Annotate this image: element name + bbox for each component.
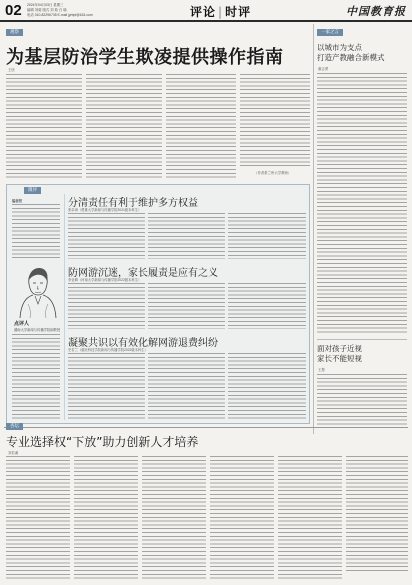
feature-text-2b [148,283,225,329]
lede-text-col-2 [86,74,162,180]
lede-tag: 观察 [6,29,23,36]
feature-byline-1: 张卓涛（楚雄大学新闻与传播学院2021级本科生） [68,208,142,212]
sidebar-top-text [317,73,407,335]
sidebar-bottom-headline-1: 面对孩子近视 [317,344,362,353]
bottom-headline: 专业选择权“下放”助力创新人才培养 [6,435,199,449]
bottom-text-col-1 [6,456,70,580]
feature-headline-1: 分清责任有利于维护多方权益 [68,198,198,209]
lede-headline: 为基层防治学生欺凌提供操作指南 [6,47,284,68]
sidebar-top-tag: 一家之言 [317,29,343,36]
feature-headline-2: 防网游沉迷，家长履责是应有之义 [68,268,218,279]
bottom-text-col-3 [142,456,206,580]
page-meta [27,3,137,18]
paper-name: 中国教育报 [346,5,406,18]
feature-text-1a [68,213,145,259]
section-name: 评论 [190,5,217,19]
feature-byline-2: 李亚卿（河南大学新闻与传播学院2022级本科生） [68,278,142,282]
feature-tag: 微评 [24,187,41,194]
lede-text-col-3 [166,74,236,180]
bottom-text-col-4 [210,456,274,580]
bottom-text-col-5 [278,456,342,580]
feature-headline-3: 凝聚共识以有效化解网游退费纠纷 [68,338,218,349]
bottom-tag: 杏坛 [6,423,23,430]
sidebar-bottom-text [317,374,407,430]
meta-date: 2024年04月03日 星期三 [27,3,64,7]
portrait-name: 点评人 [14,321,30,327]
sidebar-top-headline-2: 打造产教融合新模式 [317,53,385,62]
sidebar-top-headline-1: 以城市为支点 [317,43,362,52]
page-number: 02 [5,2,22,19]
feature-text-3a [68,353,145,419]
bottom-text-col-2 [74,456,138,580]
subsection-name: 时评 [225,5,252,19]
lede-text-col-4 [240,74,310,166]
lede-footnote: （作者系兰州大学教师） [254,171,292,175]
masthead [0,0,412,22]
commentator-portrait [18,264,58,318]
feature-text-2c [228,283,306,329]
sidebar-top-byline: 谢志勇 [318,67,329,71]
feature-commentary-text [12,334,60,420]
meta-editors: 编辑 刘菊 版式 刘 菊 白 瑜 [27,8,67,12]
sidebar-bottom-headline-2: 家长不能短视 [317,354,362,363]
feature-text-2a [68,283,145,329]
bottom-byline: 刘若溪 [8,451,19,455]
feature-text-1b [148,213,225,259]
section-separator: | [218,5,224,19]
bottom-text-col-6 [346,456,408,572]
feature-byline-3: 史若兰（湖北科技学院新闻与传播学院2022级本科生） [68,348,148,352]
feature-editor-note-head: 编者按 [12,199,23,203]
portrait-caption: 湖南大学新闻与传播学院副教授 [14,328,61,332]
section-title [190,3,251,20]
feature-text-3c [228,353,306,419]
sidebar-divider [317,339,407,340]
bottom-divider [4,427,408,428]
lede-byline: 王欣 [8,68,15,72]
feature-inner-rule [64,194,65,420]
feature-text-3b [148,353,225,419]
feature-text-1c [228,213,306,259]
feature-editor-note-text [12,204,60,260]
column-rule [313,24,314,434]
sidebar-bottom-byline: 王慧 [318,368,325,372]
lede-text-col-1 [6,74,82,180]
meta-contact: 电话 010-82296735 E-mail jyrbpl@163.com [27,13,93,17]
